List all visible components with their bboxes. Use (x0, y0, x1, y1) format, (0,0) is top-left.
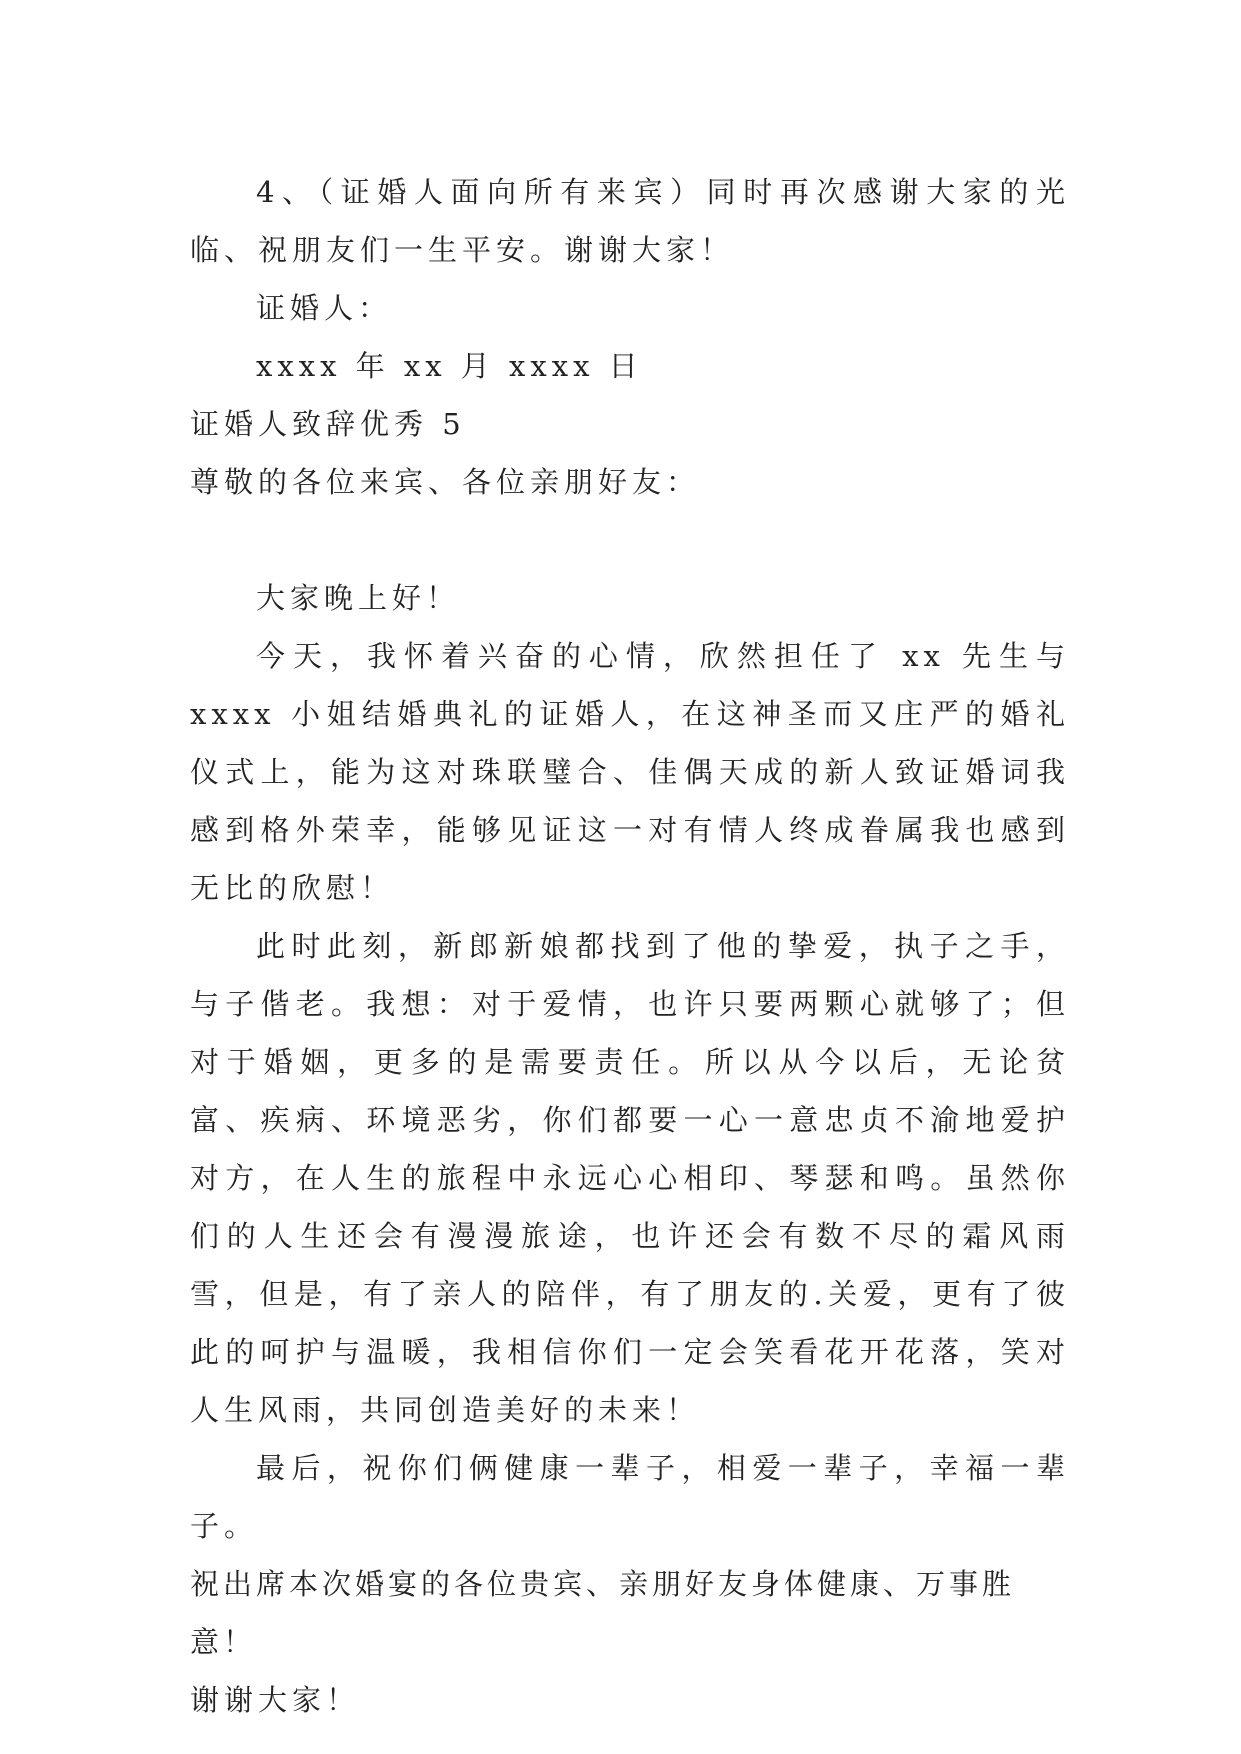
paragraph-body: 此时此刻，新郎新娘都找到了他的挚爱，执子之手，与子偕老。我想：对于爱情，也许只要两颗心就够了；但对于婚姻，更多的是需要责任。所以从今以后，无论贫富、疾病、环境恶劣，你们都要一心一意忠贞不渝地爱护对方，在人生的旅程中永远心心相印、琴瑟和鸣。虽然你们的人生还会有漫漫旅途，也许还会有数不尽的霜风雨雪，但是，有了亲人的陪伴，有了朋友的.关爱，更有了彼此的呵护与温暖，我相信你们一定会笑看花开花落，笑对人生风雨，共同创造美好的未来！ (190, 929, 1070, 1427)
paragraph-thanks: 4、（证婚人面向所有来宾）同时再次感谢大家的光临、祝朋友们一生平安。谢谢大家！ (190, 175, 1070, 267)
signature-label: 证婚人： (256, 291, 393, 325)
paragraph-final: 谢谢大家！ (190, 1683, 361, 1717)
section-title: 证婚人致辞优秀 5 (190, 407, 466, 441)
paragraph-intro: 今天，我怀着兴奋的心情，欣然担任了 xx 先生与 xxxx 小姐结婚典礼的证婚人，在这神圣而又庄严的婚礼仪式上，能为这对珠联璧合、佳偶天成的新人致证婚词我感到格外荣幸，能够见证这一对有情人终成眷属我也感到无比的欣慰！ (190, 639, 1070, 905)
paragraph-closing: 最后，祝你们俩健康一辈子，相爱一辈子，幸福一辈子。 (190, 1451, 1070, 1543)
salutation: 尊敬的各位来宾、各位亲朋好友： (190, 465, 701, 499)
paragraph-greeting: 大家晚上好！ (256, 581, 461, 615)
paragraph-wish: 祝出席本次婚宴的各位贵宾、亲朋好友身体健康、万事胜意！ (190, 1567, 1016, 1659)
blank-line (190, 511, 1070, 569)
date-line: xxxx 年 xx 月 xxxx 日 (256, 349, 643, 383)
document-body (190, 163, 1070, 1729)
